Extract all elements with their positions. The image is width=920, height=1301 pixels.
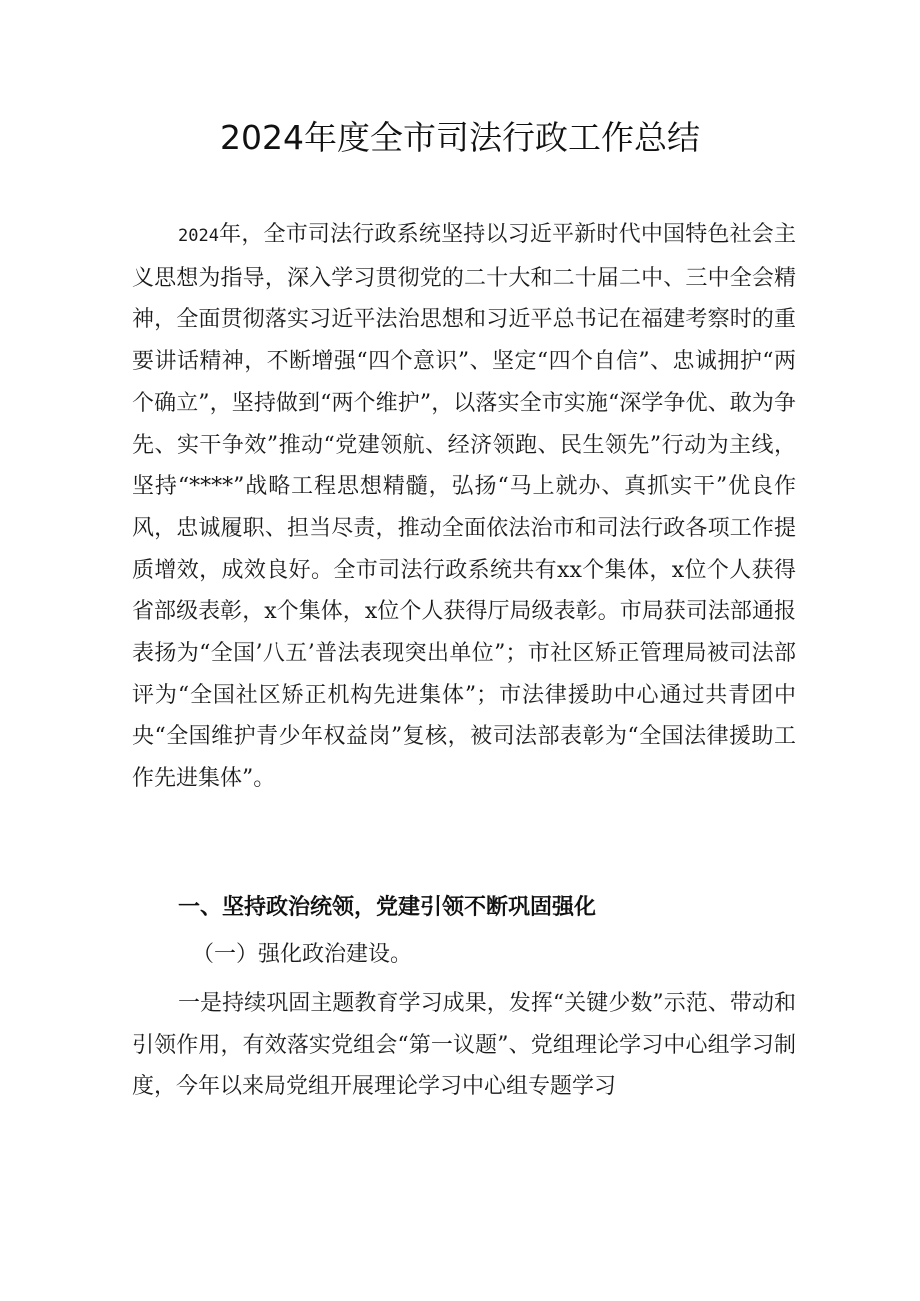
document-title: 2024年度全市司法行政工作总结 [220,118,700,157]
body-paragraph: 一是持续巩固主题教育学习成果，发挥“关键少数”示范、带动和引领作用，有效落实党组会“第一议题”、党组理论学习中心组学习制度，今年以来局党组开展理论学习中心组专题学习 [132,991,796,1100]
intro-year: 2024 [178,226,219,246]
section-heading: 一、坚持政治统领，党建引领不断巩固强化 [178,895,597,920]
intro-paragraph-text: 年，全市司法行政系统坚持以习近平新时代中国特色社会主义思想为指导，深入学习贯彻党的二十大和二十届二中、三中全会精神，全面贯彻落实习近平法治思想和习近平总书记在福建考察时的重要讲话精神，不断增强“四个意识”、坚定“四个自信”、忠诚拥护“两个确立”，坚持做到“两个维护”，以落实全市实施“深学争优、敢为争先、实干争效”推动“党建领航、经济领跑、民生领先”行动为主线，坚持“****”战略工程思想精髓，弘扬“马上就办、真抓实干”优良作风，忠诚履职、担当尽责，推动全面依法治市和司法行政各项工作提质增效，成效良好。全市司法行政系统共有xx个集体，x位个人获得省部级表彰，x个集体，x位个人获得厅局级表彰。市局获司法部通报表扬为“全国’八五’普法表现突出单位”；市社区矫正管理局被司法部评为“全国社区矫正机构先进集体”；市法律援助中心通过共青团中央“全国维护青少年权益岗”复核，被司法部表彰为“全国法律援助工作先进集体”。 [132,222,796,792]
subsection-heading: （一）强化政治建设。 [192,942,413,967]
intro-paragraph [132,214,796,800]
